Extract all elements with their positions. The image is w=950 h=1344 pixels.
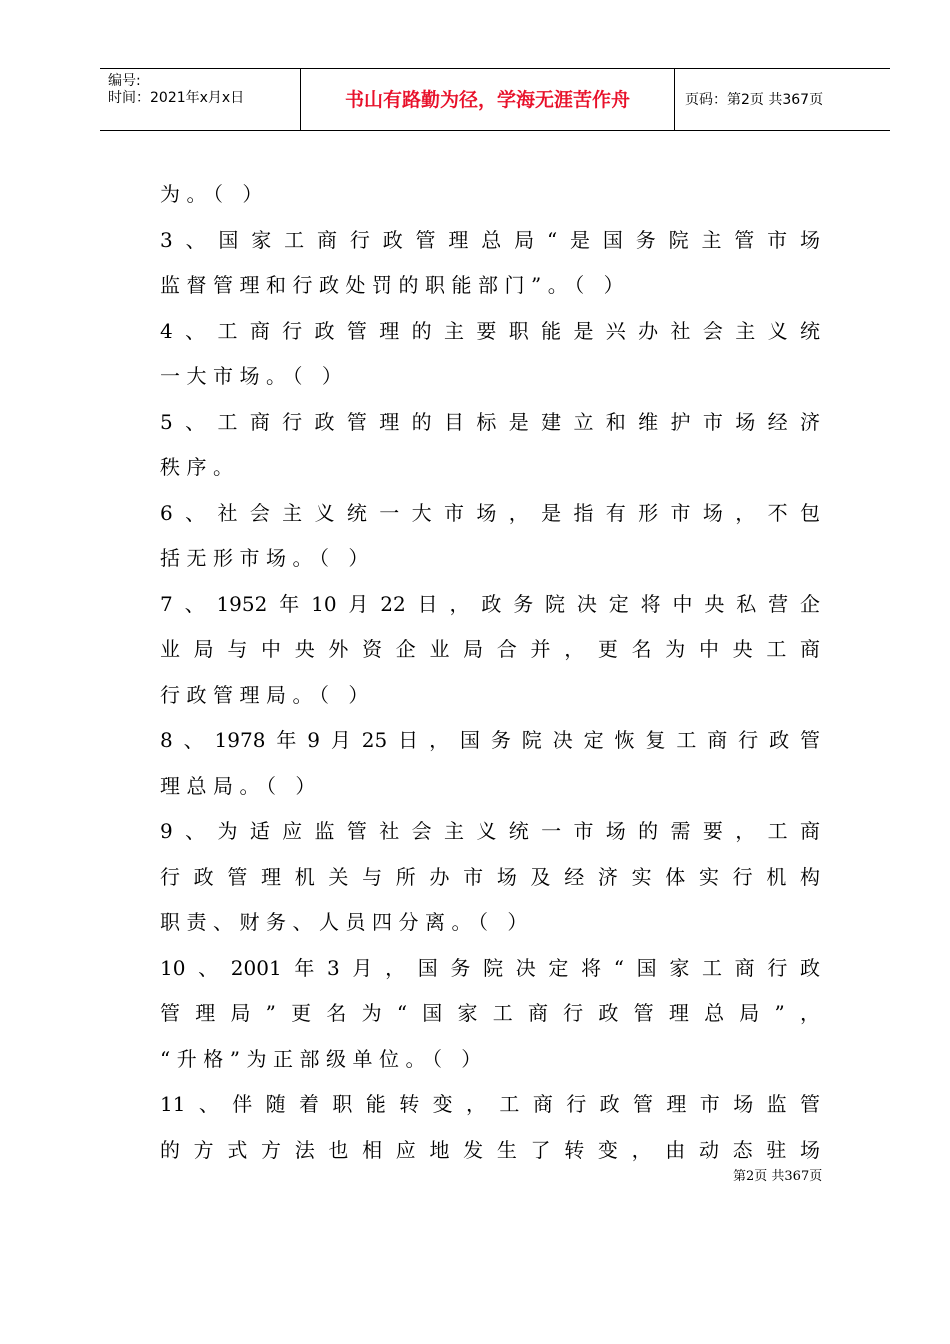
body-line: 一大市场。（ ） <box>160 364 349 388</box>
body-line: 行政管理局。（ ） <box>160 682 375 707</box>
header-motto: 书山有路勤为径，学海无涯苦作舟 <box>344 89 630 111</box>
header-right-cell <box>675 69 890 130</box>
body-line: 7、1952年10月22日，政务院决定将中央私营企 <box>160 591 820 616</box>
header-left-cell <box>100 69 301 130</box>
body-line: “升格”为正部级单位。（ ） <box>160 1046 488 1071</box>
body-line: 11、伴随着职能转变，工商行政管理市场监管 <box>160 1092 820 1116</box>
body-line: 4、工商行政管理的主要职能是兴办社会主义统 <box>160 318 820 343</box>
body-line: 为。（ ） <box>160 182 269 206</box>
footer-page-number: 第2页 共367页 <box>733 1169 823 1184</box>
header-page-number: 页码：第2页 共367页 <box>685 92 824 108</box>
document-date-label: 时间：2021年x月x日 <box>108 90 245 106</box>
body-line: 3、国家工商行政管理总局“是国务院主管市场 <box>160 227 820 252</box>
body-line: 5、工商行政管理的目标是建立和维护市场经济 <box>160 409 820 434</box>
body-line: 10、2001年3月，国务院决定将“国家工商行政 <box>160 955 820 980</box>
body-line: 行政管理机关与所办市场及经济实体实行机构 <box>160 864 820 889</box>
body-line: 的方式方法也相应地发生了转变，由动态驻场 <box>160 1137 820 1162</box>
page-header <box>100 68 890 131</box>
body-line: 管理局”更名为“国家工商行政管理总局”， <box>160 1001 820 1025</box>
body-line: 9、为适应监管社会主义统一市场的需要，工商 <box>160 819 820 843</box>
body-line: 8、1978年9月25日，国务院决定恢复工商行政管 <box>160 728 820 752</box>
body-line: 6、社会主义统一大市场，是指有形市场，不包 <box>160 500 820 525</box>
document-body <box>160 172 820 1173</box>
body-line: 监督管理和行政处罚的职能部门”。（ ） <box>160 273 631 297</box>
header-middle-cell <box>301 69 675 130</box>
body-line: 业局与中央外资企业局合并，更名为中央工商 <box>160 637 820 661</box>
body-line: 理总局。（ ） <box>160 773 322 798</box>
body-line: 秩序。 <box>160 455 240 479</box>
body-line: 括无形市场。（ ） <box>160 546 375 570</box>
body-line: 职责、财务、人员四分离。（ ） <box>160 910 534 934</box>
document-code-label: 编号: <box>108 73 141 89</box>
